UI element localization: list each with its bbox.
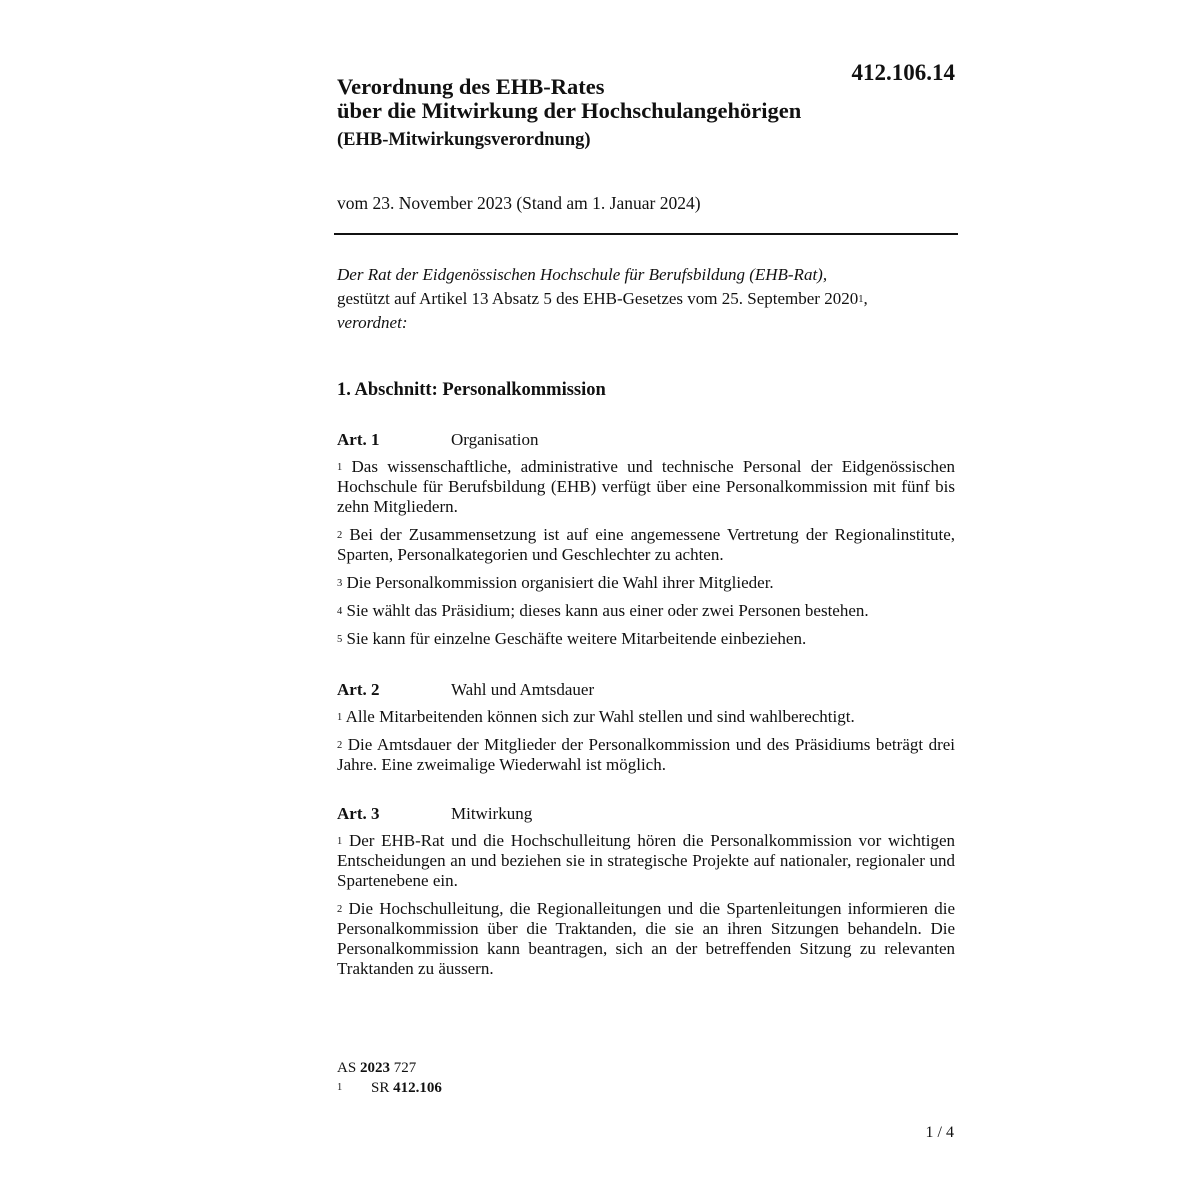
- paragraph-text: Die Amtsdauer der Mitglieder der Personalkommission und des Präsidiums beträgt drei Jahre. Eine zweimalige Wiederwahl ist möglich.: [337, 735, 956, 774]
- footnote-prefix: SR: [371, 1080, 390, 1096]
- as-prefix: AS: [337, 1060, 357, 1076]
- sr-number: 412.106.14: [851, 60, 955, 85]
- paragraph-number: 1: [337, 462, 343, 473]
- paragraph: [337, 573, 955, 593]
- official-compilation-reference: [337, 1058, 442, 1078]
- paragraph-text: Das wissenschaftliche, administrative und technische Personal der Eidgenössischen Hochschule für Berufsbildung (EHB) verfügt über eine Personalkommission mit fünf bis zehn Mitgliedern.: [337, 457, 956, 516]
- paragraph: [337, 601, 955, 621]
- date-line: vom 23. November 2023 (Stand am 1. Januar 2024): [337, 193, 701, 213]
- paragraph-text: Die Personalkommission organisiert die Wahl ihrer Mitglieder.: [346, 573, 774, 592]
- header-divider: [334, 233, 958, 235]
- article-title: Wahl und Amtsdauer: [451, 680, 595, 699]
- paragraph-number: 2: [337, 904, 343, 915]
- preamble: [337, 263, 957, 335]
- paragraph-number: 5: [337, 634, 343, 645]
- article-title: Organisation: [451, 430, 539, 449]
- paragraph-text: Der EHB-Rat und die Hochschulleitung hören die Personalkommission vor wichtigen Entscheidungen an und beziehen sie in strategische Projekte auf nationaler, regionaler und Spartenebene ein.: [337, 831, 955, 890]
- preamble-basis-suffix: ,: [863, 289, 868, 308]
- article-2: [337, 679, 955, 783]
- paragraph-text: Bei der Zusammensetzung ist auf eine angemessene Vertretung der Regionalinstitute, Sparten, Personalkategorien und Geschlechter zu achten.: [337, 525, 956, 564]
- paragraph: [337, 899, 955, 979]
- article-1: [337, 429, 955, 657]
- footnote-number: 1: [337, 1082, 343, 1093]
- preamble-issuer: Der Rat der Eidgenössischen Hochschule für Berufsbildung (EHB-Rat),: [337, 265, 828, 284]
- paragraph: [337, 525, 955, 565]
- paragraph-text: Die Hochschulleitung, die Regionalleitungen und die Spartenleitungen informieren die Personalkommission über die Traktanden, die sie an ihren Sitzungen behandeln. Die Personalkommission kann beantragen, sich an der betreffenden Sitzung zu relevanten Traktanden zu äussern.: [337, 899, 956, 978]
- footnote-sr-reference[interactable]: 412.106: [393, 1080, 442, 1096]
- footnote-reference[interactable]: 1: [858, 294, 864, 305]
- paragraph-text: Alle Mitarbeitenden können sich zur Wahl stellen und sind wahlberechtigt.: [345, 707, 855, 726]
- paragraph-number: 1: [337, 712, 343, 723]
- paragraph: [337, 735, 955, 775]
- section-heading: 1. Abschnitt: Personalkommission: [337, 380, 606, 400]
- preamble-basis: [337, 287, 957, 311]
- paragraph-number: 4: [337, 606, 343, 617]
- paragraph-number: 2: [337, 530, 343, 541]
- title-line-1: Verordnung des EHB-Rates: [337, 74, 605, 99]
- paragraph: [337, 831, 955, 891]
- paragraph-number: 2: [337, 740, 343, 751]
- article-3: [337, 803, 955, 987]
- paragraph-number: 1: [337, 836, 343, 847]
- page-number: 1 / 4: [925, 1124, 954, 1141]
- preamble-enactment: verordnet:: [337, 313, 408, 332]
- paragraph-number: 3: [337, 578, 343, 589]
- paragraph: [337, 707, 955, 727]
- footnote-1: [337, 1078, 442, 1098]
- title-line-2: über die Mitwirkung der Hochschulangehörigen: [337, 98, 802, 123]
- preamble-basis-text: gestützt auf Artikel 13 Absatz 5 des EHB-Gesetzes vom 25. September 2020: [337, 289, 859, 308]
- article-title: Mitwirkung: [451, 804, 533, 823]
- article-number: Art. 2: [337, 680, 380, 699]
- article-header: [337, 429, 955, 451]
- as-page: 727: [393, 1060, 417, 1076]
- title-block: [337, 75, 857, 151]
- short-title: (EHB-Mitwirkungsverordnung): [337, 130, 591, 150]
- paragraph: [337, 629, 955, 649]
- article-number: Art. 3: [337, 804, 380, 823]
- article-header: [337, 679, 955, 701]
- paragraph: [337, 457, 955, 517]
- paragraph-text: Sie wählt das Präsidium; dieses kann aus einer oder zwei Personen bestehen.: [346, 601, 869, 620]
- as-year: 2023: [359, 1060, 390, 1076]
- article-header: [337, 803, 955, 825]
- article-number: Art. 1: [337, 430, 380, 449]
- footnotes: [337, 1058, 442, 1098]
- paragraph-text: Sie kann für einzelne Geschäfte weitere Mitarbeitende einbeziehen.: [346, 629, 807, 648]
